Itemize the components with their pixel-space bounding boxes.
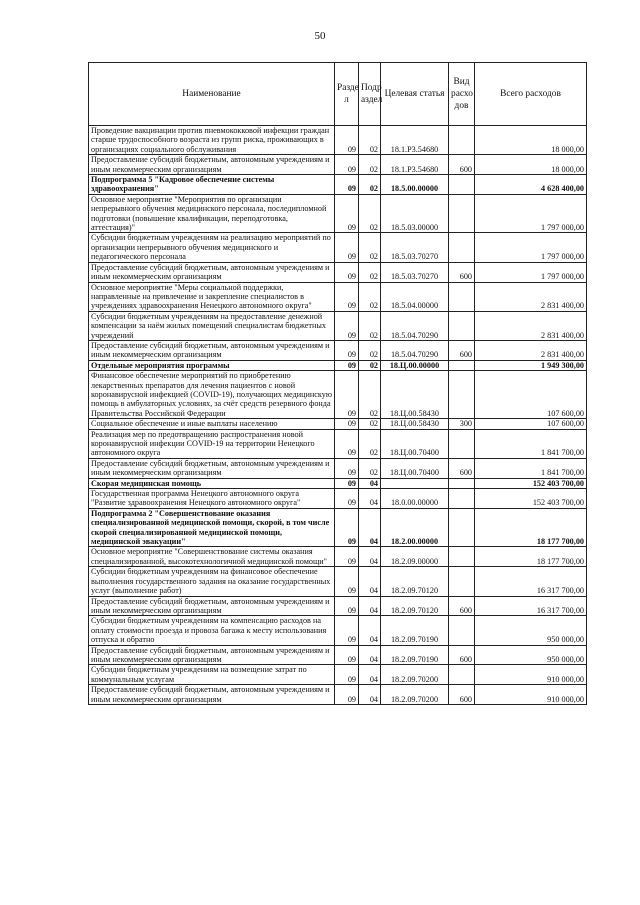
row-section: 09 xyxy=(335,194,359,233)
row-type xyxy=(449,360,475,370)
row-type: 300 xyxy=(449,419,475,429)
row-name: Основное мероприятие "Совершенствование системы оказания специализированной, высокотехнологичной медицинской помощи" xyxy=(89,547,335,567)
row-target: 18.Ц.00.58430 xyxy=(381,419,449,429)
row-type: 600 xyxy=(449,155,475,175)
row-section: 09 xyxy=(335,547,359,567)
row-type xyxy=(449,547,475,567)
row-total: 107 600,00 xyxy=(475,371,587,419)
page-number: 50 xyxy=(314,30,326,42)
table-row xyxy=(89,547,587,567)
row-target: 18.2.09.70120 xyxy=(381,596,449,616)
row-total: 910 000,00 xyxy=(475,665,587,685)
row-subsection: 02 xyxy=(359,262,381,282)
row-name: Субсидии бюджетным учреждениям на компенсацию расходов на оплату стоимости проезда и провоза багажа к месту использования отпуска и обратно xyxy=(89,616,335,645)
table-row xyxy=(89,419,587,429)
row-total: 950 000,00 xyxy=(475,645,587,665)
row-total: 1 841 700,00 xyxy=(475,429,587,458)
table-row xyxy=(89,311,587,340)
row-subsection: 04 xyxy=(359,489,381,509)
table-row xyxy=(89,616,587,645)
row-subsection: 04 xyxy=(359,596,381,616)
row-type: 600 xyxy=(449,596,475,616)
row-target xyxy=(381,478,449,488)
row-section: 09 xyxy=(335,233,359,262)
row-section: 09 xyxy=(335,489,359,509)
table-row xyxy=(89,458,587,478)
row-type xyxy=(449,478,475,488)
row-section: 09 xyxy=(335,685,359,705)
row-section: 09 xyxy=(335,262,359,282)
header-total: Всего расходов xyxy=(475,63,587,126)
table-row xyxy=(89,489,587,509)
row-section: 09 xyxy=(335,616,359,645)
header-target: Целевая статья xyxy=(381,63,449,126)
row-type xyxy=(449,489,475,509)
row-subsection: 04 xyxy=(359,567,381,596)
row-type xyxy=(449,233,475,262)
row-type: 600 xyxy=(449,262,475,282)
row-type xyxy=(449,175,475,195)
row-total: 1 949 300,00 xyxy=(475,360,587,370)
row-total: 18 177 700,00 xyxy=(475,547,587,567)
header-row xyxy=(89,63,587,126)
row-target: 18.2.09.70200 xyxy=(381,665,449,685)
row-total: 16 317 700,00 xyxy=(475,596,587,616)
row-name: Субсидии бюджетным учреждениям на возмещение затрат по коммунальным услугам xyxy=(89,665,335,685)
table-row xyxy=(89,371,587,419)
row-section: 09 xyxy=(335,665,359,685)
row-type xyxy=(449,311,475,340)
row-name: Предоставление субсидий бюджетным, автономным учреждениям и иным некоммерческим организациям xyxy=(89,340,335,360)
row-type xyxy=(449,665,475,685)
table-row xyxy=(89,340,587,360)
row-name: Подпрограмма 2 "Совершенствование оказания специализированной медицинской помощи, скорой, в том числе скорой специализированной медицинской помощи, медицинской эвакуации" xyxy=(89,508,335,547)
row-type: 600 xyxy=(449,645,475,665)
row-subsection: 02 xyxy=(359,233,381,262)
row-target: 18.5.04.70290 xyxy=(381,340,449,360)
row-subsection: 04 xyxy=(359,685,381,705)
table-body xyxy=(89,126,587,705)
row-target: 18.1.Р3.54680 xyxy=(381,155,449,175)
row-name: Предоставление субсидий бюджетным, автономным учреждениям и иным некоммерческим организациям xyxy=(89,685,335,705)
table-row xyxy=(89,429,587,458)
row-target: 18.Ц.00.00000 xyxy=(381,360,449,370)
row-target: 18.5.03.70270 xyxy=(381,262,449,282)
row-target: 18.5.03.00000 xyxy=(381,194,449,233)
row-total: 2 831 400,00 xyxy=(475,340,587,360)
row-type: 600 xyxy=(449,458,475,478)
row-name: Подпрограмма 5 "Кадровое обеспечение системы здравоохранения" xyxy=(89,175,335,195)
table-row xyxy=(89,508,587,547)
row-name: Предоставление субсидий бюджетным, автономным учреждениям и иным некоммерческим организациям xyxy=(89,458,335,478)
table-row xyxy=(89,665,587,685)
row-name: Субсидии бюджетным учреждениям на реализацию мероприятий по организации непрерывного обучения медицинского и педагогического персонала xyxy=(89,233,335,262)
row-type xyxy=(449,126,475,155)
row-name: Предоставление субсидий бюджетным, автономным учреждениям и иным некоммерческим организациям xyxy=(89,262,335,282)
row-subsection: 04 xyxy=(359,547,381,567)
row-total: 1 797 000,00 xyxy=(475,194,587,233)
row-section: 09 xyxy=(335,567,359,596)
row-subsection: 02 xyxy=(359,360,381,370)
row-section: 09 xyxy=(335,340,359,360)
header-subsection: Подр аздел xyxy=(359,63,381,126)
row-target: 18.5.04.70290 xyxy=(381,311,449,340)
row-name: Субсидии бюджетным учреждениям на финансовое обеспечение выполнения государственного задания на оказание государственных услуг (выполнение работ) xyxy=(89,567,335,596)
row-target: 18.2.09.70190 xyxy=(381,616,449,645)
row-subsection: 02 xyxy=(359,340,381,360)
row-name: Финансовое обеспечение мероприятий по приобретению лекарственных препаратов для лечения пациентов с новой коронавирусной инфекцией (COVID-19), получающих медицинскую помощь в амбулаторных условиях, за счёт средств резервного фонда Правительства Российской Федерации xyxy=(89,371,335,419)
row-subsection: 02 xyxy=(359,282,381,311)
row-section: 09 xyxy=(335,596,359,616)
row-subsection: 04 xyxy=(359,665,381,685)
row-name: Реализация мер по предотвращению распространения новой коронавирусной инфекции COVID-19 на территории Ненецкого автономного округа xyxy=(89,429,335,458)
table-row xyxy=(89,175,587,195)
header-name: Наименование xyxy=(89,63,335,126)
row-type xyxy=(449,429,475,458)
row-target: 18.2.09.70200 xyxy=(381,685,449,705)
row-target: 18.1.Р3.54680 xyxy=(381,126,449,155)
row-section: 09 xyxy=(335,419,359,429)
row-name: Предоставление субсидий бюджетным, автономным учреждениям и иным некоммерческим организациям xyxy=(89,596,335,616)
row-type xyxy=(449,282,475,311)
row-target: 18.5.00.00000 xyxy=(381,175,449,195)
row-total: 152 403 700,00 xyxy=(475,478,587,488)
row-name: Предоставление субсидий бюджетным, автономным учреждениям и иным некоммерческим организациям xyxy=(89,645,335,665)
row-subsection: 02 xyxy=(359,155,381,175)
row-section: 09 xyxy=(335,282,359,311)
row-subsection: 02 xyxy=(359,371,381,419)
row-type xyxy=(449,616,475,645)
row-name: Субсидии бюджетным учреждениям на предоставление денежной компенсации за наём жилых помещений специалистам бюджетных учреждений xyxy=(89,311,335,340)
row-section: 09 xyxy=(335,126,359,155)
row-section: 09 xyxy=(335,458,359,478)
row-type xyxy=(449,567,475,596)
row-type xyxy=(449,371,475,419)
table-row xyxy=(89,567,587,596)
table-row xyxy=(89,126,587,155)
row-type xyxy=(449,508,475,547)
row-target: 18.2.09.00000 xyxy=(381,547,449,567)
row-section: 09 xyxy=(335,429,359,458)
table-row xyxy=(89,194,587,233)
row-total: 2 831 400,00 xyxy=(475,282,587,311)
row-subsection: 02 xyxy=(359,194,381,233)
row-name: Скорая медицинская помощь xyxy=(89,478,335,488)
row-total: 2 831 400,00 xyxy=(475,311,587,340)
row-section: 09 xyxy=(335,155,359,175)
row-section: 09 xyxy=(335,360,359,370)
row-target: 18.2.09.70120 xyxy=(381,567,449,596)
row-target: 18.5.04.00000 xyxy=(381,282,449,311)
row-section: 09 xyxy=(335,478,359,488)
row-target: 18.2.09.70190 xyxy=(381,645,449,665)
row-section: 09 xyxy=(335,645,359,665)
row-total: 1 841 700,00 xyxy=(475,458,587,478)
row-section: 09 xyxy=(335,371,359,419)
row-subsection: 02 xyxy=(359,311,381,340)
row-type: 600 xyxy=(449,340,475,360)
row-name: Основное мероприятие "Мероприятия по организации непрерывного обучения медицинского персонала, последипломной подготовки (повышение квалификации, переподготовка, аттестация)" xyxy=(89,194,335,233)
row-target: 18.5.03.70270 xyxy=(381,233,449,262)
row-section: 09 xyxy=(335,508,359,547)
table-row xyxy=(89,478,587,488)
row-name: Отдельные мероприятия программы xyxy=(89,360,335,370)
row-subsection: 02 xyxy=(359,419,381,429)
row-name: Предоставление субсидий бюджетным, автономным учреждениям и иным некоммерческим организациям xyxy=(89,155,335,175)
row-subsection: 04 xyxy=(359,645,381,665)
row-name: Социальное обеспечение и иные выплаты населению xyxy=(89,419,335,429)
row-total: 152 403 700,00 xyxy=(475,489,587,509)
row-subsection: 02 xyxy=(359,126,381,155)
table-row xyxy=(89,282,587,311)
row-total: 107 600,00 xyxy=(475,419,587,429)
row-total: 18 177 700,00 xyxy=(475,508,587,547)
table-row xyxy=(89,155,587,175)
row-target: 18.Ц.00.70400 xyxy=(381,429,449,458)
row-subsection: 02 xyxy=(359,429,381,458)
row-target: 18.Ц.00.58430 xyxy=(381,371,449,419)
table-row xyxy=(89,262,587,282)
table-row xyxy=(89,645,587,665)
row-total: 1 797 000,00 xyxy=(475,262,587,282)
row-type: 600 xyxy=(449,685,475,705)
row-subsection: 02 xyxy=(359,458,381,478)
table-row xyxy=(89,360,587,370)
row-total: 18 000,00 xyxy=(475,126,587,155)
row-subsection: 04 xyxy=(359,478,381,488)
row-name: Проведение вакцинации против пневмококковой инфекции граждан старше трудоспособного возраста из групп риска, проживающих в организациях социального обслуживания xyxy=(89,126,335,155)
row-target: 18.2.00.00000 xyxy=(381,508,449,547)
row-target: 18.0.00.00000 xyxy=(381,489,449,509)
row-total: 16 317 700,00 xyxy=(475,567,587,596)
row-name: Основное мероприятие "Меры социальной поддержки, направленные на привлечение и закрепление специалистов в учреждениях здравоохранения Ненецкого автономного округа" xyxy=(89,282,335,311)
table-row xyxy=(89,233,587,262)
row-total: 4 628 400,00 xyxy=(475,175,587,195)
row-total: 910 000,00 xyxy=(475,685,587,705)
row-target: 18.Ц.00.70400 xyxy=(381,458,449,478)
row-subsection: 04 xyxy=(359,616,381,645)
row-section: 09 xyxy=(335,175,359,195)
budget-table xyxy=(88,62,587,705)
table-row xyxy=(89,685,587,705)
row-total: 1 797 000,00 xyxy=(475,233,587,262)
table-header xyxy=(89,63,587,126)
header-section: Разде л xyxy=(335,63,359,126)
row-type xyxy=(449,194,475,233)
table-row xyxy=(89,596,587,616)
row-subsection: 04 xyxy=(359,508,381,547)
row-name: Государственная программа Ненецкого автономного округа "Развитие здравоохранения Ненецкого автономного округа" xyxy=(89,489,335,509)
row-subsection: 02 xyxy=(359,175,381,195)
header-type: Вид расхо дов xyxy=(449,63,475,126)
row-total: 18 000,00 xyxy=(475,155,587,175)
row-section: 09 xyxy=(335,311,359,340)
row-total: 950 000,00 xyxy=(475,616,587,645)
